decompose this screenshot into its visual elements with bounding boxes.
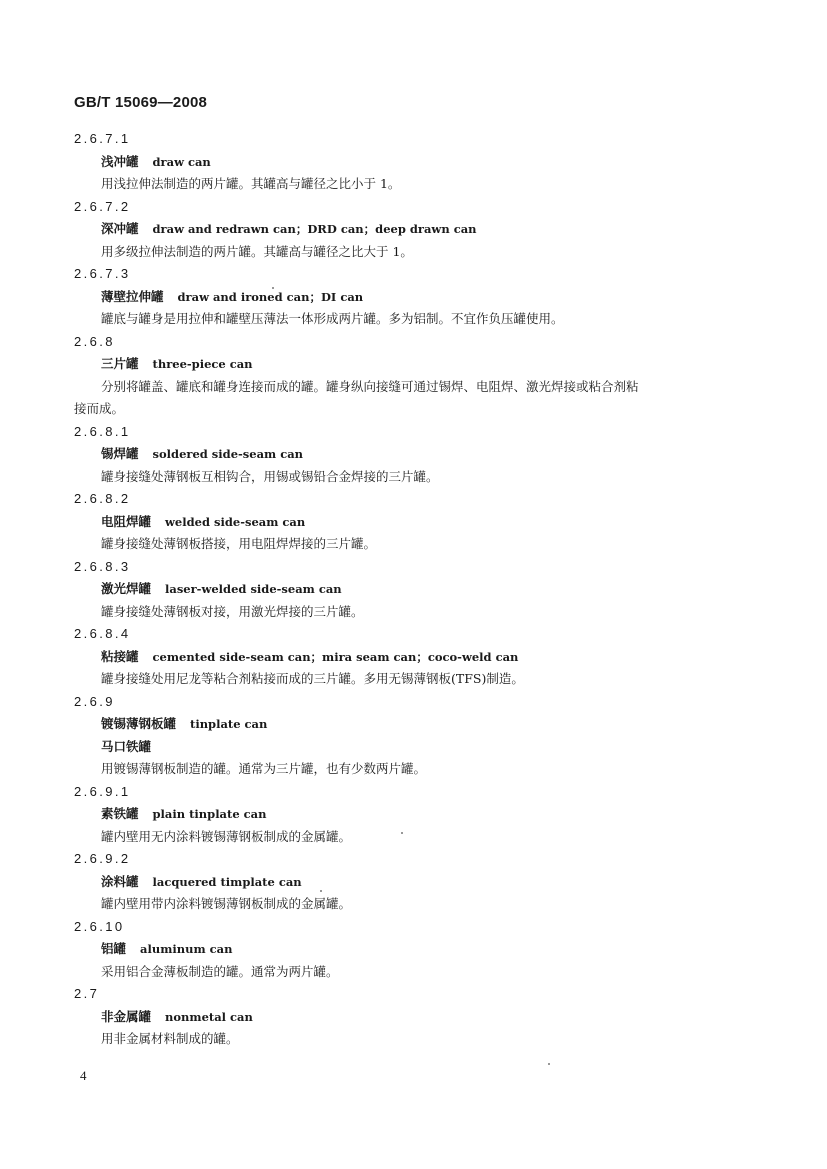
- clause-number: 2.6.8.3: [74, 558, 131, 574]
- term-definition: 罐内壁用带内涂料镀锡薄钢板制成的金属罐。: [101, 896, 352, 911]
- term-definition: 采用铝合金薄板制造的罐。通常为两片罐。: [101, 963, 339, 979]
- clause-number: 2.6.7.1: [74, 131, 131, 146]
- term-en: cemented side-seam can；mira seam can；coco-weld can: [152, 649, 519, 664]
- term-zh: 素铁罐: [101, 806, 139, 821]
- term-definition: 罐身接缝处薄钢板互相钩合，用锡或锡铅合金焊接的三片罐。: [101, 468, 439, 484]
- term-en: aluminum can: [140, 942, 233, 956]
- scan-speck: [272, 287, 274, 289]
- term-heading: [74, 151, 754, 174]
- term-zh: 铝罐: [101, 941, 127, 956]
- term-heading: [74, 1006, 754, 1029]
- term-definition: 用多级拉伸法制造的两片罐。其罐高与罐径之比大于 1。: [101, 243, 413, 259]
- clause-number: 2.6.9.1: [74, 783, 131, 799]
- term-heading: [74, 938, 754, 961]
- term-zh: 薄壁拉伸罐: [101, 288, 164, 304]
- page-number: 4: [80, 1068, 87, 1083]
- scan-speck: [548, 1063, 550, 1065]
- term-heading: [74, 218, 754, 241]
- term-en: three-piece can: [152, 357, 253, 371]
- scan-speck: [320, 890, 322, 892]
- term-en: lacquered timplate can: [152, 874, 302, 889]
- term-definition-continued: 接而成。: [74, 401, 125, 416]
- scan-speck: [401, 832, 403, 834]
- clause-number: 2.6.9: [74, 693, 115, 709]
- term-en: tinplate can: [190, 717, 268, 731]
- term-heading: [74, 286, 754, 309]
- term-en: plain tinplate can: [152, 807, 267, 821]
- term-definition: 用浅拉伸法制造的两片罐。其罐高与罐径之比小于 1。: [101, 176, 401, 191]
- term-zh: 三片罐: [101, 356, 139, 371]
- term-zh: 浅冲罐: [101, 153, 139, 169]
- term-definition: 罐内壁用无内涂料镀锡薄钢板制成的金属罐。: [101, 828, 352, 844]
- clause-number: 2.6.8.2: [74, 491, 131, 506]
- clause-number: 2.6.7.3: [74, 266, 131, 281]
- term-definition: 用非金属材料制成的罐。: [101, 1031, 239, 1046]
- term-zh: 激光焊罐: [101, 581, 152, 596]
- term-en: welded side-seam can: [165, 514, 306, 529]
- term-heading-alt: [74, 736, 754, 759]
- clause-number: 2.6.8: [74, 333, 115, 349]
- term-heading: [74, 803, 754, 826]
- term-zh: 涂料罐: [101, 873, 139, 889]
- term-zh: 镀锡薄钢板罐: [101, 716, 177, 731]
- term-zh: 锡焊罐: [101, 446, 139, 461]
- term-list: [74, 128, 754, 1051]
- term-en: draw can: [152, 154, 211, 169]
- clause-number: 2.6.10: [74, 918, 125, 934]
- clause-number: 2.6.9.2: [74, 851, 131, 866]
- term-zh: 非金属罐: [101, 1008, 152, 1024]
- term-definition: 分别将罐盖、罐底和罐身连接而成的罐。罐身纵向接缝可通过锡焊、电阻焊、激光焊接或粘合剂粘: [101, 378, 639, 394]
- term-zh: 深冲罐: [101, 221, 139, 236]
- term-heading: [74, 871, 754, 894]
- term-zh: 粘接罐: [101, 648, 139, 664]
- term-definition: 罐身接缝处薄钢板搭接，用电阻焊焊接的三片罐。: [101, 536, 377, 551]
- clause-number: 2.6.8.4: [74, 626, 131, 641]
- term-zh-alt: 马口铁罐: [101, 738, 152, 754]
- term-definition: 罐身接缝处用尼龙等粘合剂粘接而成的三片罐。多用无锡薄钢板(TFS)制造。: [101, 671, 524, 686]
- term-heading: [74, 578, 754, 601]
- term-heading: [74, 443, 754, 466]
- term-en: laser-welded side-seam can: [165, 582, 342, 596]
- term-definition: 用镀锡薄钢板制造的罐。通常为三片罐，也有少数两片罐。: [101, 761, 427, 776]
- term-definition: 罐身接缝处薄钢板对接，用激光焊接的三片罐。: [101, 603, 364, 619]
- term-zh: 电阻焊罐: [101, 513, 152, 529]
- term-en: draw and ironed can；DI can: [177, 289, 364, 304]
- term-heading: [74, 353, 754, 376]
- standard-code: GB/T 15069—2008: [74, 94, 208, 111]
- clause-number: 2.6.8.1: [74, 423, 131, 439]
- term-heading: [74, 646, 754, 669]
- term-heading: [74, 511, 754, 534]
- term-en: nonmetal can: [165, 1009, 253, 1024]
- clause-number: 2.6.7.2: [74, 198, 131, 214]
- term-en: draw and redrawn can；DRD can；deep drawn can: [152, 222, 477, 236]
- term-definition: 罐底与罐身是用拉伸和罐壁压薄法一体形成两片罐。多为铝制。不宜作负压罐使用。: [101, 311, 564, 326]
- clause-number: 2.7: [74, 986, 100, 1001]
- term-heading: [74, 713, 754, 736]
- term-en: soldered side-seam can: [152, 447, 304, 461]
